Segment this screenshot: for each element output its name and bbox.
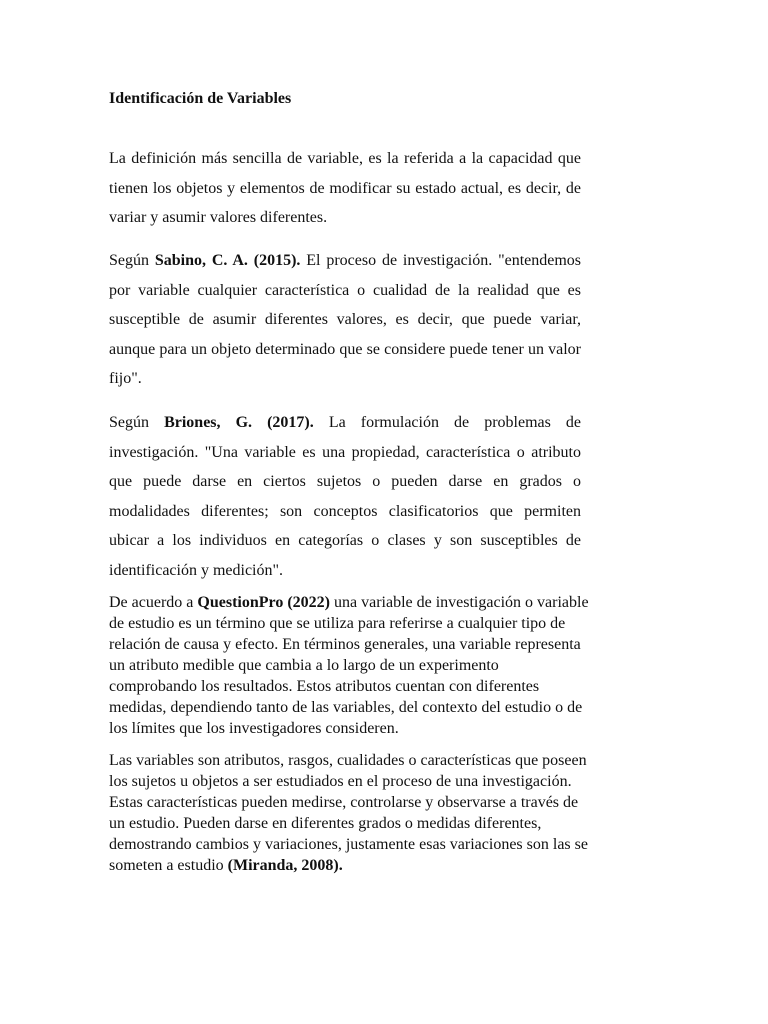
paragraph-text: una variable de investigación o variable de estudio es un término que se utiliza para referirse a cualquier tipo de relación de causa y efecto. En términos generales, una variable representa un atributo medible que cambia a lo largo de un experimento comprobando los resultados. Estos atributos cuentan con diferentes medidas, dependiendo tanto de las variables, del contexto del estudio o de los límites que los investigadores consideren. — [109, 594, 589, 737]
paragraph-lead: Según — [109, 252, 155, 269]
paragraph-questionpro — [109, 592, 589, 739]
citation-miranda: (Miranda, 2008). — [227, 857, 343, 874]
paragraph-text: Las variables son atributos, rasgos, cualidades o características que poseen los sujetos u objetos a ser estudiados en el proceso de una investigación. Estas características pueden medirse, controlarse y observarse a través de un estudio. Pueden darse en diferentes grados o medidas diferentes, demostrando cambios y variaciones, justamente esas variaciones son las se someten a estudio — [109, 752, 588, 874]
paragraph-lead: Según — [109, 414, 165, 431]
citation-questionpro: QuestionPro (2022) — [197, 594, 330, 611]
paragraph-definition: La definición más sencilla de variable, es la referida a la capacidad que tienen los objetos y elementos de modificar su estado actual, es decir, de variar y asumir valores diferentes. — [109, 150, 581, 226]
citation-sabino: Sabino, C. A. (2015). — [154, 252, 301, 269]
document-title: Identificación de Variables — [109, 90, 292, 107]
citation-briones: Briones, G. (2017). — [164, 414, 314, 431]
paragraph-sabino — [109, 246, 581, 394]
paragraph-lead: De acuerdo a — [109, 594, 198, 611]
paragraph-briones — [109, 408, 581, 585]
paragraph-text: El proceso de investigación. "entendemos por variable cualquier característica o cualidad de la realidad que es susceptible de asumir diferentes valores, es decir, que puede variar, aunque para un objeto determinado que se considere puede tener un valor fijo". — [109, 252, 582, 387]
paragraph-text: La formulación de problemas de investigación. "Una variable es una propiedad, característica o atributo que puede darse en ciertos sujetos o pueden darse en grados o modalidades diferentes; son conceptos clasificatorios que permiten ubicar a los individuos en categorías o clases y son susceptibles de identificación y medición". — [109, 414, 582, 579]
paragraph-miranda — [109, 750, 589, 876]
